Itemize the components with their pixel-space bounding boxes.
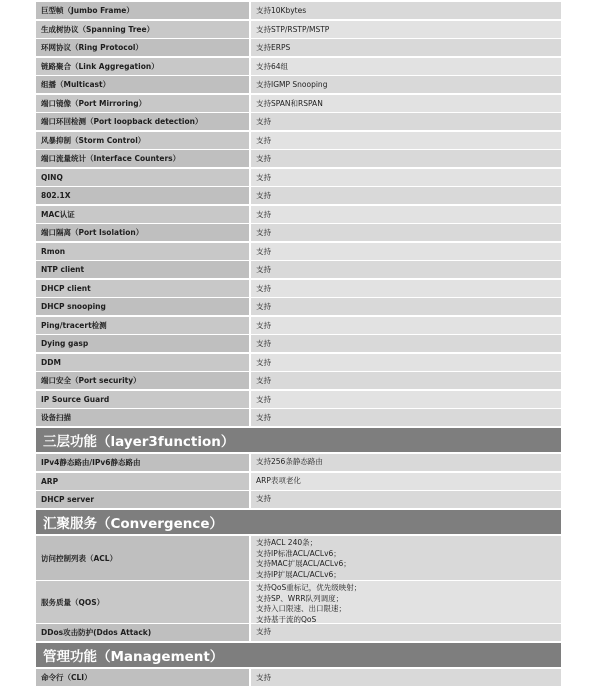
feature-name: 链路聚合（Link Aggregation） [36, 58, 249, 75]
feature-name: DHCP client [36, 280, 249, 297]
table-row [36, 150, 561, 167]
feature-name: DHCP server [36, 491, 249, 508]
feature-name: 服务质量（QOS） [36, 581, 249, 623]
table-row [36, 132, 561, 149]
table-row [36, 391, 561, 408]
feature-value: 支持 [251, 624, 561, 641]
feature-value: 支持 [251, 169, 561, 186]
value-line: 支持SP、WRR队列调度； [256, 593, 344, 603]
feature-name: DDM [36, 354, 249, 371]
table-row [36, 58, 561, 75]
value-line: 支持ACL 240条； [256, 538, 318, 547]
spec-sheet [36, 2, 561, 686]
section-header-management: 管理功能（Management） [36, 643, 561, 667]
table-row [36, 261, 561, 278]
feature-name: MAC认证 [36, 206, 249, 223]
feature-name: QINQ [36, 169, 249, 186]
feature-name: 命令行（CLI） [36, 669, 249, 686]
feature-value: 支持 [251, 187, 561, 204]
table-row [36, 224, 561, 241]
feature-value: 支持 [251, 335, 561, 352]
feature-name: 环网协议（Ring Protocol） [36, 39, 249, 56]
table-row [36, 39, 561, 56]
feature-name: NTP client [36, 261, 249, 278]
feature-value: 支持 [251, 354, 561, 371]
feature-value: 支持 [251, 261, 561, 278]
table-row [36, 624, 561, 641]
feature-name: Ping/tracert检测 [36, 317, 249, 334]
feature-name: 端口流量统计（Interface Counters） [36, 150, 249, 167]
table-row [36, 317, 561, 334]
feature-name: IP Source Guard [36, 391, 249, 408]
table-row [36, 187, 561, 204]
feature-table [36, 2, 561, 426]
feature-name: 访问控制列表（ACL） [36, 536, 249, 580]
value-line: 支持MAC扩展ACL/ACLv6； [256, 559, 351, 568]
feature-value [251, 581, 561, 623]
table-row [36, 95, 561, 112]
table-row [36, 243, 561, 260]
table-row [36, 372, 561, 389]
value-line: 支持基于流的QoS [256, 614, 317, 623]
feature-value: 支持STP/RSTP/MSTP [251, 21, 561, 38]
table-row [36, 76, 561, 93]
feature-name: 端口镜像（Port Mirroring） [36, 95, 249, 112]
table-row [36, 335, 561, 352]
table-row [36, 354, 561, 371]
feature-name: 巨型帧（Jumbo Frame） [36, 2, 249, 19]
table-row [36, 169, 561, 186]
feature-value: 支持 [251, 491, 561, 508]
value-line: 支持入口限速、出口限速； [256, 604, 346, 613]
feature-value: 支持ERPS [251, 39, 561, 56]
value-line: 支持QoS重标记，优先级映射； [256, 583, 362, 592]
feature-name: 端口环回检测（Port loopback detection） [36, 113, 249, 130]
feature-value: 支持 [251, 372, 561, 389]
feature-value: ARP表项老化 [251, 473, 561, 490]
table-row [36, 21, 561, 38]
feature-value: 支持 [251, 669, 561, 686]
feature-name: IPv4静态路由/IPv6静态路由 [36, 454, 249, 471]
feature-name: 组播（Multicast） [36, 76, 249, 93]
feature-value: 支持 [251, 243, 561, 260]
feature-name: 端口隔离（Port Isolation） [36, 224, 249, 241]
feature-value: 支持10Kbytes [251, 2, 561, 19]
feature-value: 支持IGMP Snooping [251, 76, 561, 93]
feature-name: 生成树协议（Spanning Tree） [36, 21, 249, 38]
section-header-convergence: 汇聚服务（Convergence） [36, 510, 561, 534]
table-row [36, 473, 561, 490]
table-row [36, 2, 561, 19]
feature-value: 支持 [251, 409, 561, 426]
feature-name: Rmon [36, 243, 249, 260]
feature-name: DHCP snooping [36, 298, 249, 315]
layer3-table [36, 454, 561, 508]
value-line: 支持IP标准ACL/ACLv6； [256, 548, 341, 558]
feature-value: 支持 [251, 391, 561, 408]
feature-value: 支持 [251, 150, 561, 167]
feature-value: 支持64组 [251, 58, 561, 75]
feature-value: 支持 [251, 280, 561, 297]
convergence-table [36, 536, 561, 641]
table-row [36, 491, 561, 508]
table-row [36, 298, 561, 315]
feature-value: 支持 [251, 113, 561, 130]
table-row [36, 206, 561, 223]
feature-value [251, 536, 561, 580]
feature-name: ARP [36, 473, 249, 490]
feature-value: 支持 [251, 132, 561, 149]
feature-value: 支持 [251, 317, 561, 334]
feature-name: DDos攻击防护(Ddos Attack) [36, 624, 249, 641]
table-row [36, 669, 561, 686]
feature-value: 支持 [251, 206, 561, 223]
table-row [36, 113, 561, 130]
table-row [36, 454, 561, 471]
feature-value: 支持256条静态路由 [251, 454, 561, 471]
feature-name: Dying gasp [36, 335, 249, 352]
feature-name: 设备扫描 [36, 409, 249, 426]
management-table [36, 669, 561, 686]
feature-name: 802.1X [36, 187, 249, 204]
feature-name: 端口安全（Port security） [36, 372, 249, 389]
feature-name: 风暴抑制（Storm Control） [36, 132, 249, 149]
feature-value: 支持 [251, 298, 561, 315]
table-row [36, 581, 561, 623]
feature-value: 支持 [251, 224, 561, 241]
section-header-layer3: 三层功能（layer3function） [36, 428, 561, 452]
value-line: 支持IP扩展ACL/ACLv6； [256, 569, 341, 579]
table-row [36, 409, 561, 426]
feature-value: 支持SPAN和RSPAN [251, 95, 561, 112]
table-row [36, 536, 561, 580]
table-row [36, 280, 561, 297]
